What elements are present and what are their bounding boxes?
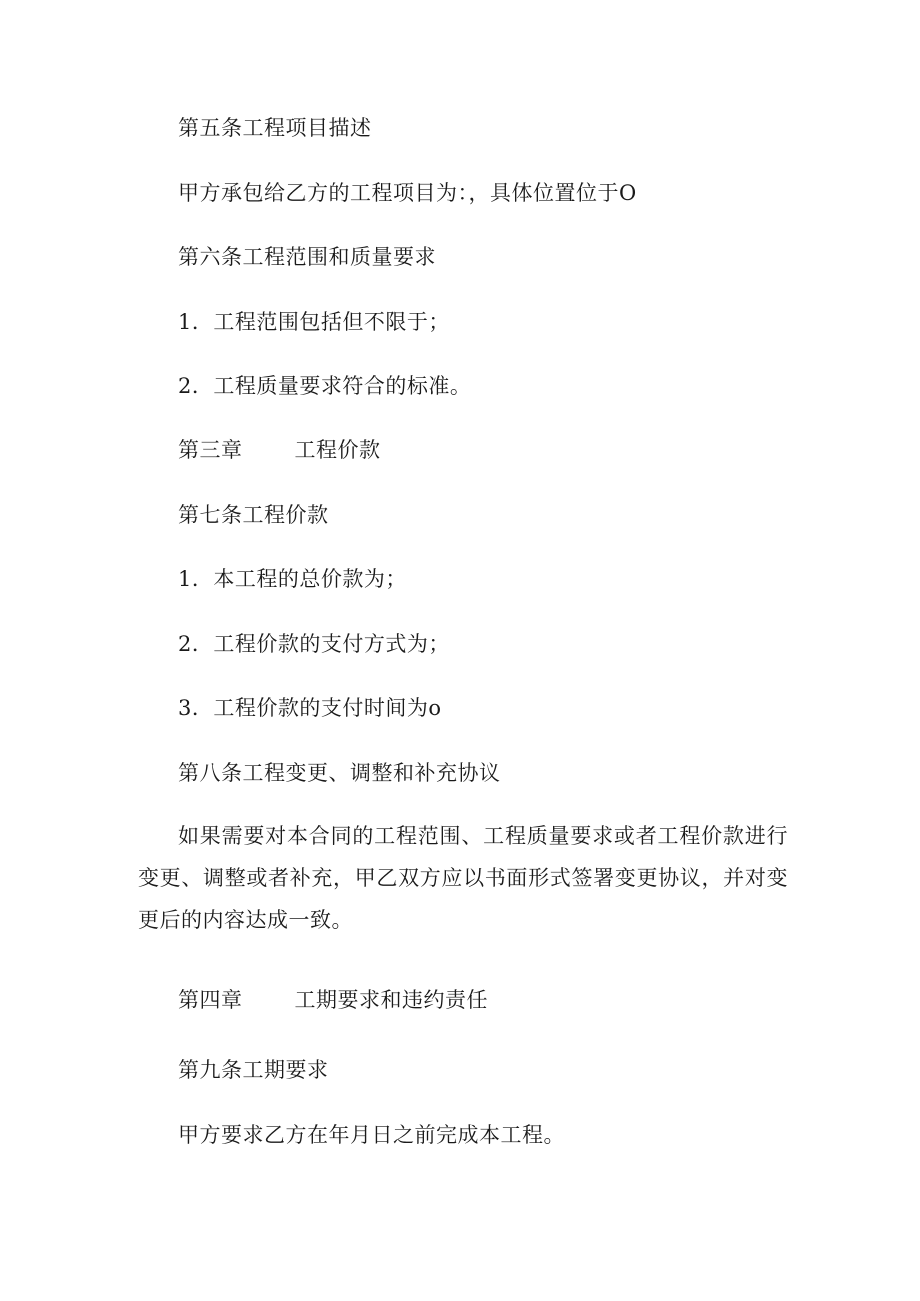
article-7-item-2: 2．工程价款的支付方式为； bbox=[178, 632, 450, 656]
article-7-item-1: 1．本工程的总价款为； bbox=[178, 567, 407, 591]
chapter-4-label: 第四章 bbox=[178, 988, 243, 1012]
article-9-text: 甲方要求乙方在年月日之前完成本工程。 bbox=[178, 1123, 565, 1147]
article-6-item-1: 1．工程范围包括但不限于； bbox=[178, 310, 450, 334]
chapter-3-heading bbox=[178, 438, 381, 462]
article-6-item-2: 2．工程质量要求符合的标准。 bbox=[178, 374, 472, 398]
chapter-4-title: 工期要求和违约责任 bbox=[294, 988, 488, 1012]
article-7-item-3: 3．工程价款的支付时间为o bbox=[178, 696, 442, 720]
article-9-heading: 第九条工期要求 bbox=[178, 1058, 329, 1082]
chapter-3-title: 工程价款 bbox=[294, 438, 381, 462]
chapter-4-heading bbox=[178, 988, 488, 1012]
article-6-heading: 第六条工程范围和质量要求 bbox=[178, 245, 436, 269]
article-5-text: 甲方承包给乙方的工程项目为：，具体位置位于O bbox=[178, 181, 637, 205]
article-8-text: 如果需要对本合同的工程范围、工程质量要求或者工程价款进行变更、调整或者补充，甲乙双方应以书面形式签署变更协议，并对变更后的内容达成一致。 bbox=[138, 824, 788, 932]
article-7-heading: 第七条工程价款 bbox=[178, 503, 329, 527]
article-8-heading: 第八条工程变更、调整和补充协议 bbox=[178, 761, 501, 785]
chapter-3-label: 第三章 bbox=[178, 438, 243, 462]
article-5-heading: 第五条工程项目描述 bbox=[178, 116, 372, 140]
